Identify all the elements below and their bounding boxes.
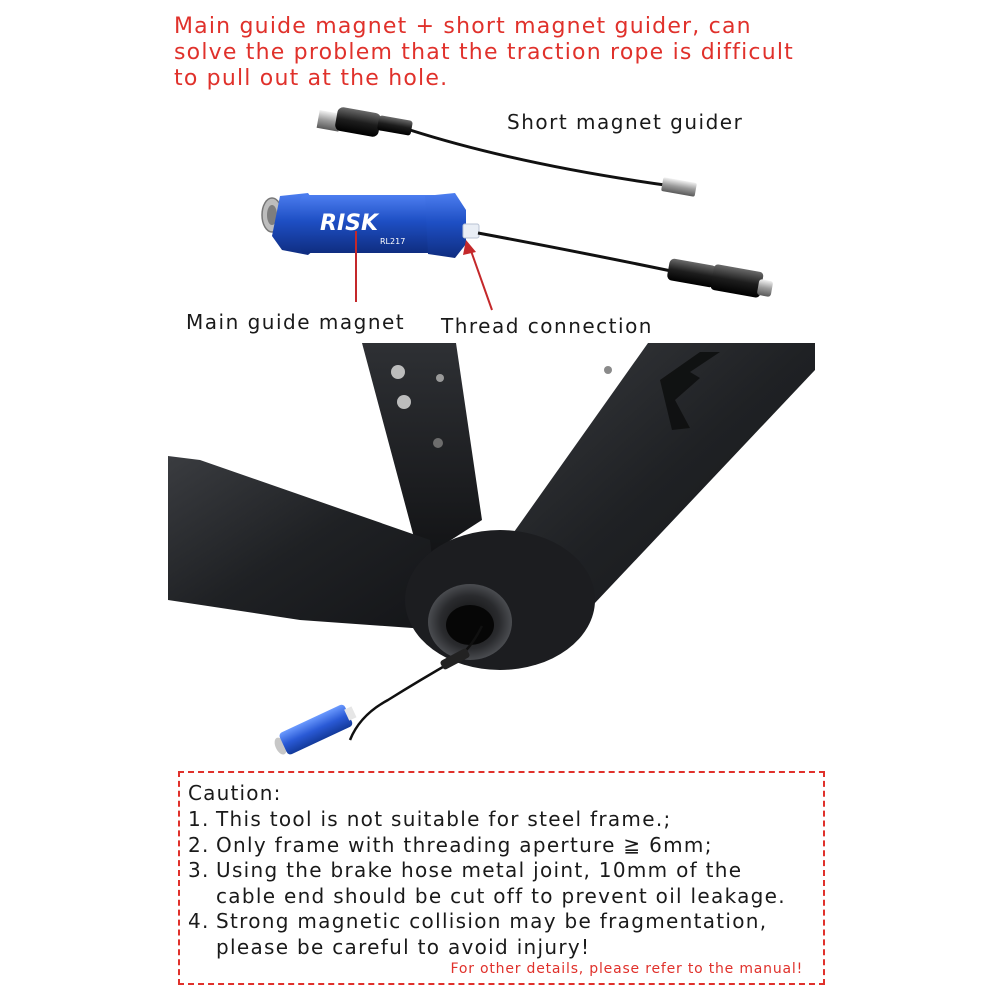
caution-item-number: 1. xyxy=(188,807,210,831)
caution-list xyxy=(188,807,786,960)
caution-item-text: cable end should be cut off to prevent oil leakage. xyxy=(216,883,786,908)
caution-item-number: 4. xyxy=(188,909,210,933)
model-text: RL217 xyxy=(380,237,406,246)
caution-item-continuation xyxy=(188,884,786,910)
manual-footnote: For other details, please refer to the manual! xyxy=(450,961,803,977)
caution-item-number: 3. xyxy=(188,858,210,882)
caution-item xyxy=(188,807,786,833)
caution-item-continuation xyxy=(188,935,786,961)
caution-item-text: This tool is not suitable for steel frame.; xyxy=(216,807,672,831)
caution-item-number xyxy=(188,884,216,910)
main-magnet-label: Main guide magnet xyxy=(186,310,406,334)
short-guider-label: Short magnet guider xyxy=(507,110,744,134)
headline-text: Main guide magnet + short magnet guider, can solve the problem that the traction rope is difficult to pull out at the hole. xyxy=(174,14,794,91)
caution-item-text: please be careful to avoid injury! xyxy=(216,934,591,959)
thread-connection-label: Thread connection xyxy=(441,314,653,338)
caution-item-text: Strong magnetic collision may be fragmentation, xyxy=(216,909,768,933)
brand-logo-text: RISK xyxy=(320,211,379,236)
caution-item-number xyxy=(188,935,216,961)
caution-item-text: Using the brake hose metal joint, 10mm of the xyxy=(216,858,743,882)
caution-item xyxy=(188,858,786,884)
caution-item-text: Only frame with threading aperture ≧ 6mm; xyxy=(216,832,713,857)
caution-box xyxy=(178,771,825,985)
caution-title: Caution: xyxy=(188,781,282,805)
caution-item-number: 2. xyxy=(188,832,210,857)
caution-item xyxy=(188,833,786,859)
caution-item xyxy=(188,909,786,935)
